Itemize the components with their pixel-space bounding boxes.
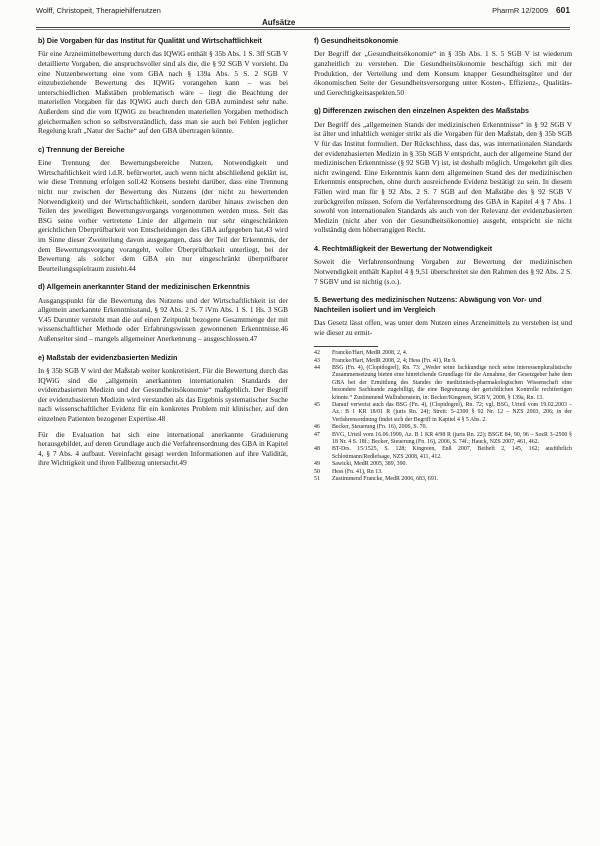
body-paragraph: Der Begriff der „Gesundheitsökonomie“ in § 35b Abs. 1 S. 5 SGB V ist wiederum ganzheitlich zu verstehen. Die Gesundheitsökonomie beschäftigt sich mit der Produktion, der Verteilung und dem Konsum knapper Gesundheitsgüter und der ökonomischen Seite der Gesundheitsversorgung unter Kosten-, Effizienz-, Qualitäts- und Gerechtigkeitsaspekten.50 [314,49,572,97]
section-heading: e) Maßstab der evidenzbasierten Medizin [38,352,178,362]
footnote-text: Francke/Hart, MedR 2008, 2, 4; Hess (Fn. 41), Rn 9. [332,357,457,364]
footnote [314,432,572,447]
section-label: Aufsätze [262,18,296,27]
footnote [314,476,572,483]
footnote [314,402,572,424]
footnote-text: Sawicki, MedR 2005, 389, 390. [332,461,407,468]
header-rule-thin [36,29,570,30]
footnote [314,469,572,476]
footnote-number: 51 [314,476,320,482]
header-rule [36,27,570,28]
right-section [314,295,572,337]
left-section [38,282,288,343]
footnote [314,350,572,357]
section-heading: d) Allgemein anerkannter Stand der medizinischen Erkenntnis [38,282,250,292]
footnote-text: Francke/Hart, MedR 2008, 2, 4. [332,350,408,357]
footnote-text: Hess (Fn. 41), Rn 13. [332,468,383,475]
footnote [314,358,572,365]
right-section [314,244,572,286]
right-column-body [314,36,572,337]
footnote-text: Darauf verweist auch das BSG (Fn. 4), (Clopidogrel), Rn. 72; vgl. BSG, Urteil vom 19.02.2003 – Az.: B 1 KR 18/01 R (juris Rn. 24); Streit: 5–2300 § 92 Nr. 12 – NZS 2003, 206; in der Verfahrensordnung findet sich der Begriff in Kapitel 4 § 5 Abs. 2. [332,401,572,423]
footnote-number: 50 [314,468,320,475]
left-section [38,36,288,136]
footnote-number: 47 [314,431,320,438]
left-section [38,353,288,468]
running-head-journal: PharmR 12/2009 [492,6,548,15]
footnote-text: BVG, Urteil vom 16.06.1999, Az. B 1 KR 4/98 R (juris Rn. 22); BSGE 84, 90, 96 – SozR 3–2500 § 18 Nr. 4 S. 18f.; Becker, Steuerung (Fn. 16), 2006, S. 74f.; Hauck, NZS 2007, 461, 462. [332,431,572,445]
body-paragraph: Eine Trennung der Bewertungsbereiche Nutzen, Notwendigkeit und Wirtschaftlichkeit wird i.d.R. befürwortet, auch wenn nicht abschließend geklärt ist, wie diese Trennung erfolgen soll.42 Konsens besteht darüber, dass eine Trennung nicht nur zwischen der Bewertung des Nutzens (der nicht zu bewertenden Notwendigkeit) und der Wirtschaftlichkeit, sondern darüber hinaus zwischen den Teilen des jeweiligen Bewertungsvorgangs vorgenommen werden muss. Seit das BSG seine vorher vertretene Linie der allgemein nur sehr eingeschränkten gerichtlichen Überprüfbarkeit von Entscheidungen des GBA aufgegeben hat,43 wird im Sinne dieser Zweiteilung davon ausgegangen, dass der Teil der Erkenntnis, der dem Bewertungsvorgang vorangeht, voller Überprüfbarkeit unterliegt, bei der Bewertung als solcher dem GBA ein nur eingeschränkt überprüfbarer Beurteilungsspielraum zusteht.44 [38,158,288,273]
section-heading: c) Trennung der Bereiche [38,144,125,154]
footnote-number: 44 [314,364,320,371]
right-column [314,36,572,483]
footnote-text: Zustimmend Francke, MedR 2006, 683, 691. [332,476,439,482]
running-head-authors: Wolff, Christopeit, Therapiehilfenutzen [36,6,161,15]
section-heading: f) Gesundheitsökonomie [314,36,399,45]
body-paragraph: Ausgangspunkt für die Bewertung des Nutzens und der Wirtschaftlichkeit ist der allgemein anerkannte Erkenntnisstand, § 92 Abs. 2 S. 7 iVm Abs. 1 S. 1 Hs. 3 SGB V.45 Darunter versteht man die auf einen Zeitpunkt bezogene Gesamtmenge der mit wissenschaftlicher Methode oder Erfahrungswissen gewonnenen Erkenntnisse.46 Außenseiter sind – mangels allgemeiner Anerkennung – ausgeschlossen.47 [38,295,288,344]
footnote-text: Becker, Steuerung (Fn. 16), 2006, S. 70. [332,424,427,431]
right-section [314,36,572,97]
section-heading: g) Differenzen zwischen den einzelnen Aspekten des Maßstabs [314,106,530,116]
footnote-number: 43 [314,357,320,364]
footnotes [314,350,572,483]
right-section [314,106,572,235]
body-paragraph: In § 35b SGB V wird der Maßstab weiter konkretisiert. Für die Bewertung durch das IQWiG sind die „allgemein anerkannten internationalen Standards der evidenzbasierten Medizin und der Gesundheitsökonomie“ maßgeblich. Der Begriff der evidenzbasierten Medizin wird verstanden als das Ergebnis systematischer Suche nach wissenschaftlicher Evidenz für ein konkretes Problem mit klinischer, auf den einzelnen Patienten bezogener Expertise.48 [38,366,288,424]
left-section [38,145,288,274]
body-paragraph: Das Gesetz lässt offen, was unter dem Nutzen eines Arzneimittels zu verstehen ist und wie dieser zu ermit- [314,317,572,337]
page-number: 601 [556,5,570,15]
body-paragraph: Für die Evaluation hat sich eine international anerkannte Graduierung herausgebildet, auf deren Grundlage auch die Verfahrensordnung des GBA in Kapitel 4, § 7 Abs. 4 aufbaut. Vereinfacht gesagt werden Informationen auf ihre Validität, ihre Wichtigkeit und ihren Fallbezug untersucht.49 [38,429,288,468]
left-column [38,36,288,477]
section-heading: b) Die Vorgaben für das Institut für Qualität und Wirtschaftlichkeit [38,36,262,45]
footnote-rule [314,346,378,347]
footnote [314,446,572,461]
section-heading: 5. Bewertung des medizinischen Nutzens: Abwägung von Vor- und Nachteilen isoliert und im Vergleich [314,295,542,314]
footnote [314,365,572,402]
body-paragraph: Für eine Arzneimittelbewertung durch das IQWiG enthält § 35b Abs. 1 S. 3ff SGB V detaillierte Vorgaben, die anspruchsvoller sind als die, die § 92 SGB V vorsieht. Da eine Nutzenbewertung eine vom GBA nach § 139a Abs. 5 S. 2 SGB V einzubeziehende Bewertung des IQWiG vorangehen kann – was bei unterschiedlichen Maßstäben problematisch wäre – liegt die Beachtung der materiellen Vorgaben für das IQWiG auch durch den GBA zumindest sehr nahe. Außerdem sind die vom IQWiG zu beachtenden materiellen Vorgaben methodisch gleichermaßen schon so selbstverständlich, dass man sie auch bei Fehlen jeglicher Regelung kraft „Natur der Sache“ auf den GBA übertragen könnte. [38,49,288,136]
footnote-number: 48 [314,446,320,453]
footnote-number: 45 [314,401,320,408]
footnote [314,424,572,431]
body-paragraph: Soweit die Verfahrensordnung Vorgaben zur Bewertung der medizinischen Notwendigkeit enthält Kapitel 4 § 9,51 überschreitet sie den Rahmen des § 92 Abs. 2 S. 7 SGBV und ist nichtig (s.o.). [314,257,572,286]
footnote-number: 49 [314,461,320,468]
body-paragraph: Der Begriff des „allgemeinen Stands der medizinischen Erkenntnisse“ in § 92 SGB V ist älter und inhaltlich weniger strikt als die Vorgaben für den Maßstab, den § 35b SGB V für das Institut formuliert. Der Rückschluss, dass das, was internationalen Standards der evidenzbasierten Medizin in § 35b SGB V entspricht, auch der allgemeine Stand der medizinischen Erkenntnisse (§ 92 SGB V) ist, ist deshalb möglich. Umgekehrt gilt dies nicht zwingend. Eine Erkenntnis kann dem allgemeinen Stand des der medizinischen Erkenntnis entsprechen, ohne durch ausreichende Evidenz bestätigt zu sein. In diesem Fällen wird man für § 92 Abs. 2 S. 7 SGB auf den Maßstäbe des § 92 SGB V zurückgreifen müssen. Sofern die Verfahrensordnung des GBA in Kapitel 4 § 7 Abs. 1 sowohl von internationalen Standards als auch von der Relevanz der evidenzbasierten Medizin (nicht aber von der Gesundheitsökonomie) ausgeht, entspricht sie nicht vollständig dem höherrangigen Recht. [314,119,572,235]
footnote-number: 46 [314,424,320,431]
running-head [36,6,570,20]
footnote-number: 42 [314,350,320,357]
section-heading: 4. Rechtmäßigkeit der Bewertung der Notwendigkeit [314,243,493,253]
footnote-text: BT-Drs. 15/1525, S. 128; Kingreen, Enß 2007, Beiheft 2, 145, 162; ausführlich Schlottmann/Redlefsage, NZS 2008, 411, 412. [332,446,572,460]
footnote [314,461,572,468]
footnote-text: BSG (Fn. 4), (Clopidogrel), Rn. 73: „Weder seine fachkundige noch seine interessenpluralistische Zusammensetzung bieten eine hinreichende Grundlage für die Annahme, der Gesetzgeber habe dem GBA bei der Ermittlung des Standes der medizinisch-pharmakologischen Wissenschaft eine besondere Sachkunde zugebilligt, die eine Begrenzung der gerichtlichen Kontrolle rechtfertigen könnte.“ Zustimmend Wallrabenstein, in: Becker/Kingreen, SGB V, 2008, § 139a, Rn. 13. [332,364,572,401]
